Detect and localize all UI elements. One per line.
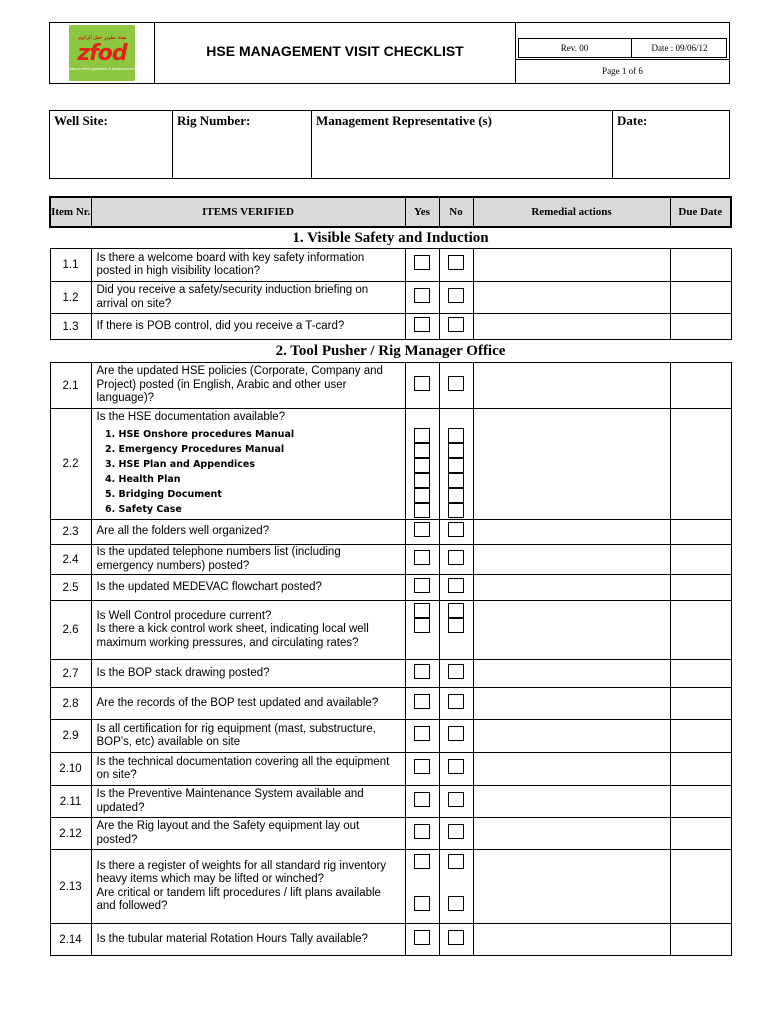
no-cell [439, 786, 473, 818]
col-items-verified: ITEMS VERIFIED [91, 197, 405, 227]
remedial-action-cell[interactable] [473, 601, 670, 660]
item-question-text: Is Well Control procedure current? [96, 609, 272, 622]
no-checkbox[interactable] [448, 792, 464, 807]
item-question: Are the Rig layout and the Safety equipment lay out posted? [91, 818, 405, 850]
item-number: 2.9 [50, 720, 91, 753]
no-cell [439, 575, 473, 601]
due-date-cell[interactable] [670, 545, 731, 575]
no-cell [439, 720, 473, 753]
revision-label: Rev. 00 [560, 43, 589, 53]
yes-cell [405, 545, 439, 575]
remedial-action-cell[interactable] [473, 786, 670, 818]
no-checkbox[interactable] [448, 428, 464, 443]
no-checkbox[interactable] [448, 578, 464, 593]
remedial-action-cell[interactable] [473, 924, 670, 956]
no-cell [439, 601, 473, 660]
item-number: 1.3 [50, 314, 91, 340]
no-checkbox[interactable] [448, 473, 464, 488]
no-cell [439, 660, 473, 688]
remedial-action-cell[interactable] [473, 545, 670, 575]
yes-cell [405, 363, 439, 409]
yes-cell [405, 720, 439, 753]
due-date-cell[interactable] [670, 786, 731, 818]
list-item: 3. HSE Plan and Appendices [119, 457, 401, 472]
no-cell [439, 520, 473, 545]
remedial-action-cell[interactable] [473, 720, 670, 753]
table-row [50, 753, 731, 786]
list-item: 1. HSE Onshore procedures Manual [119, 427, 401, 442]
yes-cell [405, 688, 439, 720]
table-row [50, 720, 731, 753]
no-checkbox[interactable] [448, 664, 464, 679]
yes-checkbox[interactable] [414, 458, 430, 473]
item-question: Are the updated HSE policies (Corporate, Company and Project) posted (in English, Arabic and other user language)? [91, 363, 405, 409]
due-date-cell[interactable] [670, 520, 731, 545]
logo-brand-text: zfod [77, 41, 127, 66]
due-date-cell[interactable] [670, 409, 731, 520]
no-checkbox[interactable] [448, 376, 464, 391]
yes-cell [405, 520, 439, 545]
no-checkbox[interactable] [448, 694, 464, 709]
no-checkbox[interactable] [448, 930, 464, 945]
yes-checkbox[interactable] [414, 473, 430, 488]
table-row [50, 545, 731, 575]
checklist [49, 196, 731, 956]
table-row [50, 409, 731, 520]
due-date-cell[interactable] [670, 249, 731, 282]
remedial-action-cell[interactable] [473, 688, 670, 720]
item-question: If there is POB control, did you receive a T-card? [91, 314, 405, 340]
yes-checkbox[interactable] [414, 726, 430, 741]
no-cell [439, 249, 473, 282]
due-date-cell[interactable] [670, 601, 731, 660]
item-question [91, 850, 405, 924]
list-item: 2. Emergency Procedures Manual [119, 442, 401, 457]
yes-cell [405, 314, 439, 340]
no-checkbox[interactable] [448, 896, 464, 911]
list-item: 5. Bridging Document [119, 487, 401, 502]
remedial-action-cell[interactable] [473, 753, 670, 786]
col-remedial: Remedial actions [473, 197, 670, 227]
no-checkbox[interactable] [448, 854, 464, 869]
item-number: 2.6 [50, 601, 91, 660]
item-question-text: Is there a register of weights for all standard rig inventory heavy items which may be lifted or winched? [96, 859, 387, 885]
yes-checkbox[interactable] [414, 288, 430, 303]
no-cell [439, 409, 473, 520]
yes-checkbox[interactable] [414, 896, 430, 911]
table-row [50, 818, 731, 850]
remedial-action-cell[interactable] [473, 249, 670, 282]
no-cell [439, 924, 473, 956]
table-row [50, 924, 731, 956]
remedial-action-cell[interactable] [473, 409, 670, 520]
remedial-action-cell[interactable] [473, 850, 670, 924]
item-number: 2.13 [50, 850, 91, 924]
yes-cell [405, 850, 439, 924]
yes-checkbox[interactable] [414, 618, 430, 633]
item-question: Is the BOP stack drawing posted? [91, 660, 405, 688]
item-number: 2.1 [50, 363, 91, 409]
no-checkbox[interactable] [448, 522, 464, 537]
item-question-text-2: Are critical or tandem lift procedures / lift plans available and followed? [96, 886, 381, 912]
no-checkbox[interactable] [448, 288, 464, 303]
no-checkbox[interactable] [448, 458, 464, 473]
documentation-list [97, 427, 401, 517]
yes-cell [405, 249, 439, 282]
yes-checkbox[interactable] [414, 759, 430, 774]
item-question: Is the updated telephone numbers list (including emergency numbers) posted? [91, 545, 405, 575]
table-row [50, 363, 731, 409]
table-row [50, 786, 731, 818]
item-question [91, 601, 405, 660]
info-divider-3 [612, 110, 613, 179]
remedial-action-cell[interactable] [473, 660, 670, 688]
no-cell [439, 818, 473, 850]
item-question: Is the technical documentation covering all the equipment on site? [91, 753, 405, 786]
section-heading-row [50, 340, 731, 363]
section-2-title: 2. Tool Pusher / Rig Manager Office [50, 340, 731, 363]
section-1-title: 1. Visible Safety and Induction [50, 227, 731, 249]
yes-checkbox[interactable] [414, 503, 430, 518]
page-number: Page 1 of 6 [602, 66, 643, 76]
due-date-cell[interactable] [670, 363, 731, 409]
item-question: Is all certification for rig equipment (mast, substructure, BOP’s, etc) available on site [91, 720, 405, 753]
section-heading-row [50, 227, 731, 249]
no-checkbox[interactable] [448, 317, 464, 332]
no-cell [439, 363, 473, 409]
yes-cell [405, 660, 439, 688]
table-header-row [50, 197, 731, 227]
yes-checkbox[interactable] [414, 443, 430, 458]
yes-cell [405, 282, 439, 314]
logo-arabic-text: هيئة تطوير حقل الزكوم [78, 35, 126, 41]
yes-checkbox[interactable] [414, 930, 430, 945]
no-checkbox[interactable] [448, 255, 464, 270]
col-no: No [439, 197, 473, 227]
item-number: 2.12 [50, 818, 91, 850]
no-checkbox[interactable] [448, 443, 464, 458]
yes-checkbox[interactable] [414, 664, 430, 679]
yes-checkbox[interactable] [414, 428, 430, 443]
info-divider-2 [311, 110, 312, 179]
checklist-table [49, 196, 732, 956]
table-row [50, 282, 731, 314]
yes-checkbox[interactable] [414, 824, 430, 839]
yes-cell [405, 575, 439, 601]
table-row [50, 660, 731, 688]
no-cell [439, 753, 473, 786]
item-number: 2.3 [50, 520, 91, 545]
table-row [50, 850, 731, 924]
due-date-cell[interactable] [670, 314, 731, 340]
item-question: Is the Preventive Maintenance System available and updated? [91, 786, 405, 818]
item-number: 1.1 [50, 249, 91, 282]
yes-checkbox[interactable] [414, 522, 430, 537]
item-number: 2.14 [50, 924, 91, 956]
table-row [50, 601, 731, 660]
yes-checkbox[interactable] [414, 603, 430, 618]
item-number: 2.4 [50, 545, 91, 575]
item-number: 2.7 [50, 660, 91, 688]
header-meta-hline [515, 59, 730, 60]
list-item: 4. Health Plan [119, 472, 401, 487]
item-number: 2.5 [50, 575, 91, 601]
item-question-text-2: Is there a kick control work sheet, indicating local well maximum working pressures, and circulating rates? [96, 623, 369, 649]
yes-checkbox[interactable] [414, 255, 430, 270]
table-row [50, 249, 731, 282]
no-checkbox[interactable] [448, 488, 464, 503]
item-number: 2.8 [50, 688, 91, 720]
document-title: HSE MANAGEMENT VISIT CHECKLIST [206, 43, 464, 59]
item-question [91, 409, 405, 520]
due-date-cell[interactable] [670, 753, 731, 786]
no-cell [439, 282, 473, 314]
no-cell [439, 545, 473, 575]
yes-checkbox[interactable] [414, 854, 430, 869]
no-checkbox[interactable] [448, 759, 464, 774]
due-date-cell[interactable] [670, 924, 731, 956]
no-cell [439, 850, 473, 924]
item-question: Did you receive a safety/security induction briefing on arrival on site? [91, 282, 405, 314]
yes-checkbox[interactable] [414, 694, 430, 709]
no-checkbox[interactable] [448, 726, 464, 741]
yes-checkbox[interactable] [414, 317, 430, 332]
yes-cell [405, 818, 439, 850]
yes-checkbox[interactable] [414, 488, 430, 503]
col-due-date: Due Date [670, 197, 731, 227]
item-number: 2.11 [50, 786, 91, 818]
col-item-nr: Item Nr. [50, 197, 91, 227]
table-row [50, 520, 731, 545]
remedial-action-cell[interactable] [473, 363, 670, 409]
yes-cell [405, 753, 439, 786]
table-row [50, 688, 731, 720]
no-cell [439, 314, 473, 340]
due-date-cell[interactable] [670, 818, 731, 850]
date-field[interactable]: Date: [617, 113, 648, 128]
yes-cell [405, 786, 439, 818]
table-row [50, 314, 731, 340]
remedial-action-cell[interactable] [473, 282, 670, 314]
item-question: Is the updated MEDEVAC flowchart posted? [91, 575, 405, 601]
due-date-cell[interactable] [670, 660, 731, 688]
revision-date: Date : 09/06/12 [651, 43, 708, 53]
yes-cell [405, 601, 439, 660]
item-question: Are the records of the BOP test updated and available? [91, 688, 405, 720]
logo-tagline: zakum field operation & development [69, 66, 135, 71]
due-date-cell[interactable] [670, 575, 731, 601]
yes-checkbox[interactable] [414, 578, 430, 593]
item-question: Is the tubular material Rotation Hours Tally available? [91, 924, 405, 956]
item-number: 2.10 [50, 753, 91, 786]
yes-checkbox[interactable] [414, 550, 430, 565]
remedial-action-cell[interactable] [473, 314, 670, 340]
company-logo [69, 25, 135, 81]
info-divider-1 [172, 110, 173, 179]
no-checkbox[interactable] [448, 603, 464, 618]
well-site-field[interactable]: Well Site: [54, 113, 108, 128]
due-date-cell[interactable] [670, 282, 731, 314]
item-question: Are all the folders well organized? [91, 520, 405, 545]
due-date-cell[interactable] [670, 688, 731, 720]
remedial-action-cell[interactable] [473, 575, 670, 601]
no-checkbox[interactable] [448, 503, 464, 518]
yes-checkbox[interactable] [414, 792, 430, 807]
management-rep-field[interactable]: Management Representative (s) [316, 113, 492, 128]
due-date-cell[interactable] [670, 850, 731, 924]
item-question-text: Is the HSE documentation available? [96, 411, 286, 424]
item-number: 1.2 [50, 282, 91, 314]
yes-cell [405, 924, 439, 956]
no-checkbox[interactable] [448, 824, 464, 839]
yes-cell [405, 409, 439, 520]
remedial-action-cell[interactable] [473, 520, 670, 545]
table-row [50, 575, 731, 601]
no-checkbox[interactable] [448, 618, 464, 633]
due-date-cell[interactable] [670, 720, 731, 753]
no-cell [439, 688, 473, 720]
rig-number-field[interactable]: Rig Number: [177, 113, 251, 128]
item-number: 2.2 [50, 409, 91, 520]
col-yes: Yes [405, 197, 439, 227]
list-item: 6. Safety Case [119, 502, 401, 517]
no-checkbox[interactable] [448, 550, 464, 565]
yes-checkbox[interactable] [414, 376, 430, 391]
remedial-action-cell[interactable] [473, 818, 670, 850]
item-question: Is there a welcome board with key safety information posted in high visibility location? [91, 249, 405, 282]
